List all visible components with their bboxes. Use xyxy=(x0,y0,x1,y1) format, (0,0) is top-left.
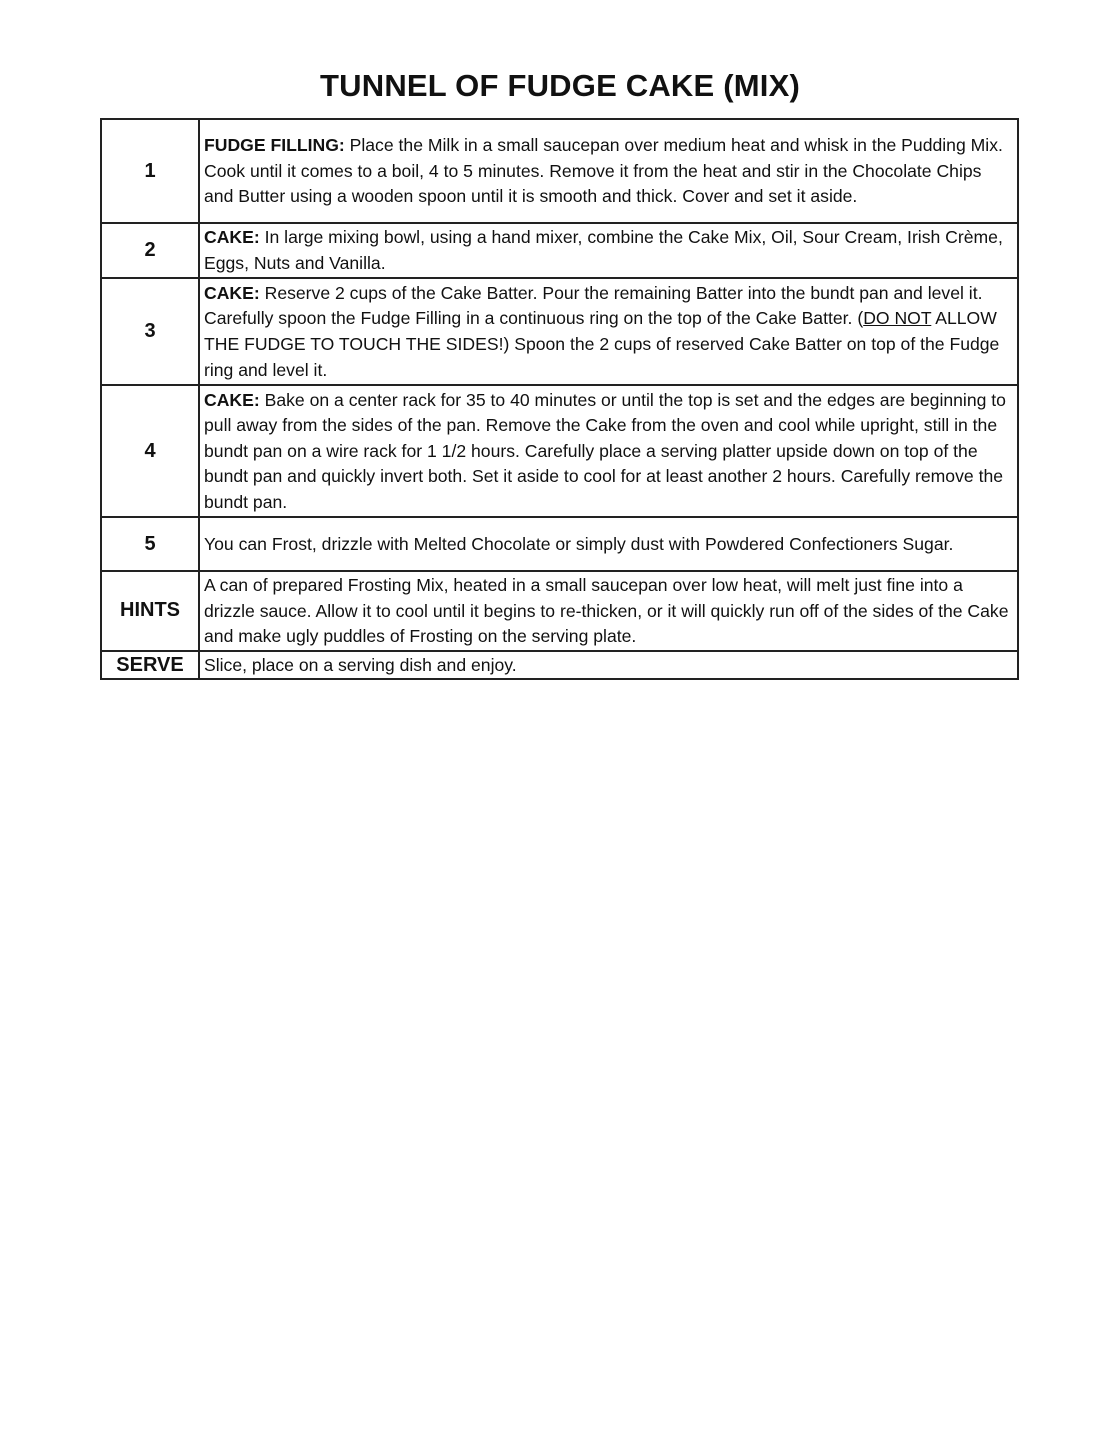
step-text xyxy=(199,278,1018,385)
step-row-serve xyxy=(101,651,1018,680)
step-lead: FUDGE FILLING: xyxy=(204,135,345,156)
step-lead: CAKE: xyxy=(204,389,260,410)
step-text xyxy=(199,223,1018,278)
step-label: 1 xyxy=(101,119,199,223)
step-text: You can Frost, drizzle with Melted Chocolate or simply dust with Powdered Confectioners Sugar. xyxy=(199,517,1018,571)
step-row-hints xyxy=(101,571,1018,651)
page-title: TUNNEL OF FUDGE CAKE (MIX) xyxy=(320,68,800,103)
step-lead: CAKE: xyxy=(204,227,260,248)
step-text xyxy=(199,119,1018,223)
step-label: HINTS xyxy=(101,571,199,651)
step-body: Place the Milk in a small saucepan over medium heat and whisk in the Pudding Mix. Cook until it comes to a boil, 4 to 5 minutes. Remove it from the heat and stir in the Chocolate Chips and Butter using a wooden spoon until it is smooth and thick. Cover and set it aside. xyxy=(204,135,1003,207)
step-emphasis: DO NOT xyxy=(863,308,932,329)
step-text xyxy=(199,385,1018,517)
step-body: In large mixing bowl, using a hand mixer, combine the Cake Mix, Oil, Sour Cream, Irish Crème, Eggs, Nuts and Vanilla. xyxy=(204,227,1003,273)
step-text: Slice, place on a serving dish and enjoy. xyxy=(199,651,1018,680)
step-body: ALLOW THE FUDGE TO TOUCH THE SIDES!) Spoon the 2 cups of reserved Cake Batter on top of the Fudge ring and level it. xyxy=(204,308,1000,380)
step-body: Reserve 2 cups of the Cake Batter. Pour the remaining Batter into the bundt pan and level it. Carefully spoon the Fudge Filling in a continuous ring on the top of the Cake Batter. ( xyxy=(204,282,983,329)
step-row-5 xyxy=(101,517,1018,571)
step-label: 4 xyxy=(101,385,199,517)
step-body: Bake on a center rack for 35 to 40 minutes or until the top is set and the edges are beginning to pull away from the sides of the pan. Remove the Cake from the oven and cool while upright, still in the bundt pan on a wire rack for 1 1/2 hours. Carefully place a serving platter upside down on top of the bundt pan and quickly invert both. Set it aside to cool for at least another 2 hours. Carefully remove the bundt pan. xyxy=(204,389,1006,512)
step-label: 5 xyxy=(101,517,199,571)
step-text: A can of prepared Frosting Mix, heated in a small saucepan over low heat, will melt just fine into a drizzle sauce. Allow it to cool until it begins to re-thicken, or it will quickly run off of the sides of the Cake and make ugly puddles of Frosting on the serving plate. xyxy=(199,571,1018,651)
step-row-1 xyxy=(101,119,1018,223)
step-label: SERVE xyxy=(101,651,199,680)
step-lead: CAKE: xyxy=(204,282,260,303)
step-label: 3 xyxy=(101,278,199,385)
step-row-4 xyxy=(101,385,1018,517)
recipe-steps-table xyxy=(100,118,1019,680)
step-row-3 xyxy=(101,278,1018,385)
step-label: 2 xyxy=(101,223,199,278)
step-row-2 xyxy=(101,223,1018,278)
